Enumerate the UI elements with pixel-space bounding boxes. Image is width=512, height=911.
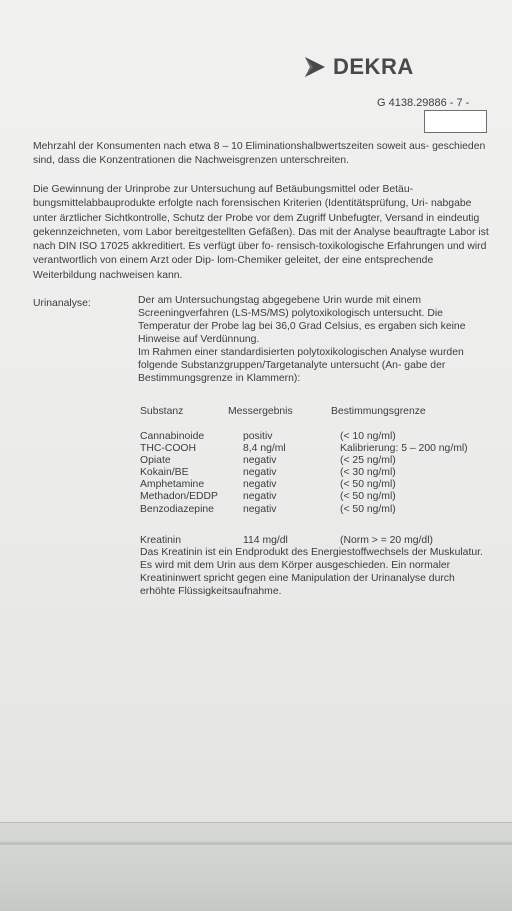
kreatinin-note: Das Kreatinin ist ein Endprodukt des Energiestoffwechsels der Muskulatur. Es wird mit dem Urin aus dem Körper ausgeschieden. Ein normaler Kreatininwert spricht gegen eine Manipulation der Urinanalyse durch erhöhte Flüssigkeitsaufnahme. (140, 547, 483, 597)
result-cell: negativ (243, 455, 277, 467)
substance-cell: Kokain/BE (140, 467, 189, 479)
limit-cell: (< 30 ng/ml) (340, 467, 396, 479)
substance-cell: Opiate (140, 455, 171, 467)
limit-cell: Kalibrierung: 5 – 200 ng/ml) (340, 443, 468, 455)
kreatinin-substance: Kreatinin (140, 535, 182, 546)
substance-cell: Cannabinoide (140, 431, 205, 442)
substance-cell: Amphetamine (140, 479, 205, 491)
result-cell: 8,4 ng/ml (243, 443, 286, 455)
paragraph-elimination: Mehrzahl der Konsumenten nach etwa 8 – 10 Eliminationshalbwertszeiten soweit aus- geschieden sind, dass die Konzentrationen die Nachweisgrenzen unterschreiten. (33, 141, 486, 167)
urinanalyse-intro (138, 294, 483, 385)
table-row (140, 467, 490, 479)
limit-cell: (< 50 ng/ml) (340, 479, 396, 491)
substance-cell: THC-COOH (140, 443, 196, 455)
logo-text: DEKRA (333, 54, 414, 79)
column-header-substance: Substanz (140, 406, 184, 417)
table-row (140, 491, 490, 503)
table-row (140, 443, 490, 455)
underlying-sheet (0, 822, 512, 911)
urinanalyse-intro-text-2: Im Rahmen einer standardisierten polytoxikologischen Analyse wurden folgende Substanzgruppen/Targetanalyte untersucht (An- gabe der Bestimmungsgrenze in Klammern): (138, 347, 464, 384)
sheet-fold-line (0, 842, 512, 845)
column-header-limit: Bestimmungsgrenze (331, 406, 426, 417)
redaction-box (424, 110, 487, 133)
result-cell: negativ (243, 503, 277, 515)
limit-cell: (< 50 ng/ml) (340, 491, 396, 503)
urinanalyse-label: Urinanalyse: (33, 298, 91, 309)
result-cell: positiv (243, 431, 273, 442)
dekra-logo (303, 54, 423, 80)
limit-cell: (< 10 ng/ml) (340, 431, 396, 442)
substance-cell: Benzodiazepine (140, 503, 214, 515)
result-cell: negativ (243, 491, 277, 503)
table-row (140, 431, 490, 443)
reference-number: G 4138.29886 - 7 - (377, 97, 470, 109)
kreatinin-limit: (Norm > = 20 mg/dl) (340, 535, 433, 546)
limit-cell: (< 25 ng/ml) (340, 455, 396, 467)
limit-cell: (< 50 ng/ml) (340, 503, 396, 515)
results-table (140, 431, 490, 516)
substance-cell: Methadon/EDDP (140, 491, 218, 503)
result-cell: negativ (243, 479, 277, 491)
urinanalyse-intro-text: Der am Untersuchungstag abgegebene Urin wurde mit einem Screeningverfahren (LS-MS/MS) polytoxikologisch untersucht. Die Temperatur der Probe lag bei 36,0 Grad Celsius, es ergaben sich keine Hinweise auf Verdünnung. (138, 295, 466, 345)
table-row (140, 455, 490, 467)
dekra-logo-icon (303, 55, 327, 79)
table-row (140, 479, 490, 491)
column-header-result: Messergebnis (228, 406, 293, 417)
paragraph-sample-collection: Die Gewinnung der Urinprobe zur Untersuchung auf Betäubungsmittel oder Betäu- bungsmittelabbauprodukte erfolgte nach forensischen Kriterien (Identitätsprüfung, Uri- nabgabe unter ärztlicher Sichtkontrolle, Schutz der Probe vor dem Zugriff Unbefugter, Versand in eindeutig gekennzeichneten, vom Labor bereitgestellten Gefäßen). Das mit der Analyse beauftragte Labor ist nach DIN ISO 17025 akkreditiert. Es verfügt über fo- rensisch-toxikologische Erfahrungen und wird verantwortlich von einem Arzt oder Dip- lom-Chemiker geleitet, der eine entsprechende Weiterbildung nachweisen kann. (33, 184, 489, 281)
table-row (140, 504, 490, 516)
result-cell: negativ (243, 467, 277, 479)
kreatinin-result: 114 mg/dl (243, 535, 288, 546)
